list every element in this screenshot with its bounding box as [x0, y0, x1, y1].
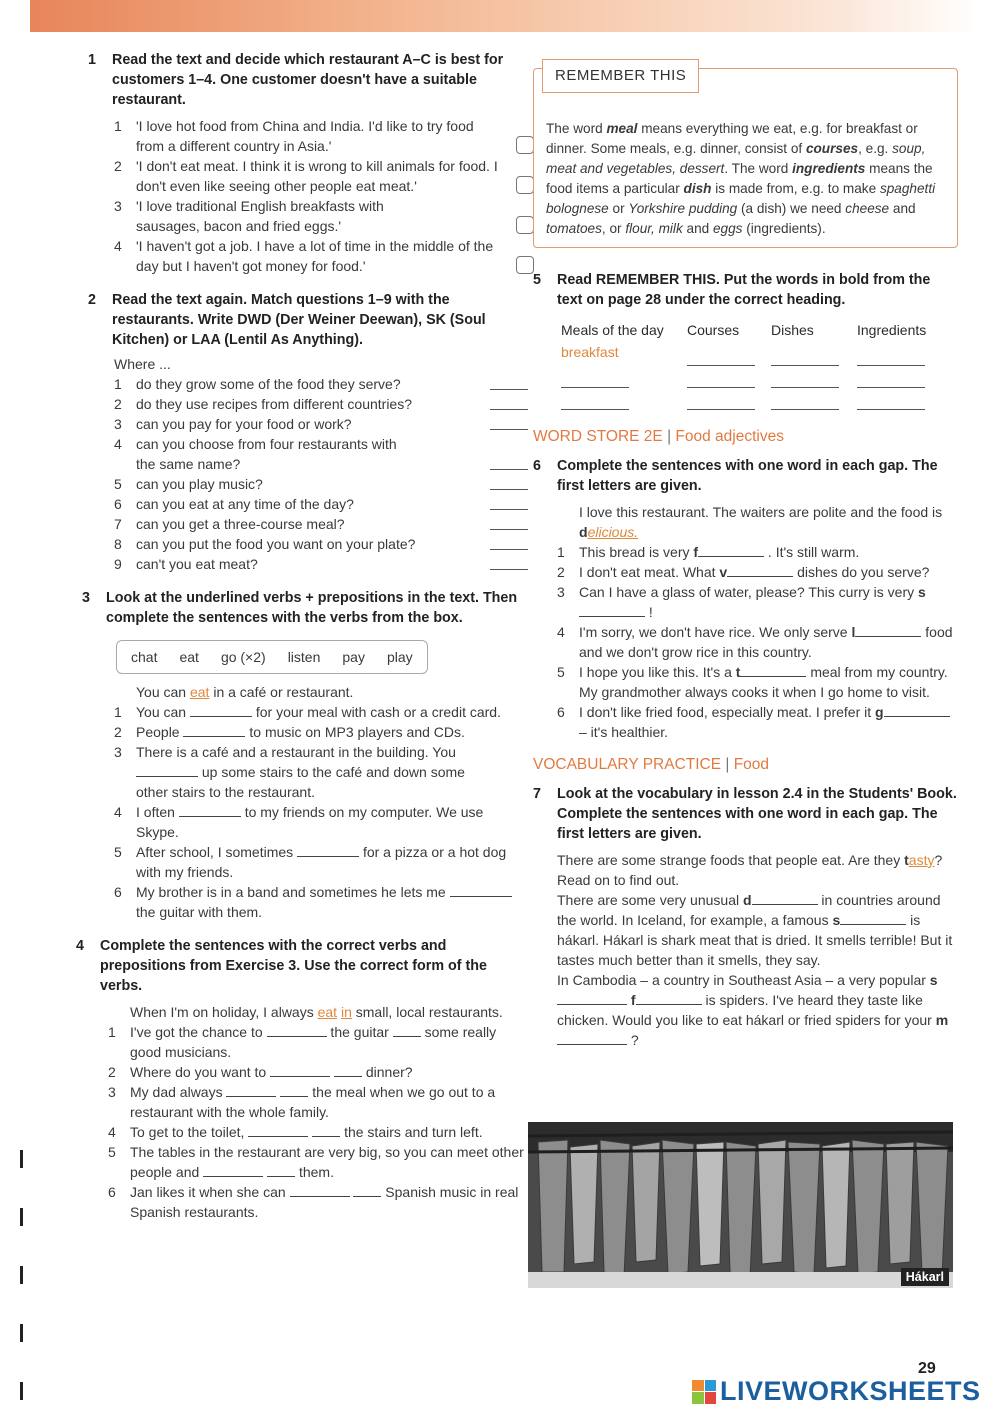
ex6-item: 6 I don't like fried food, especially meat. I prefer it g – it's healthier. — [557, 702, 958, 742]
answer-blank[interactable] — [857, 394, 925, 410]
answer-checkbox[interactable] — [516, 216, 534, 234]
ex3-item: 3 There is a café and a restaurant in the building. You up some stairs to the café and down some other stairs to the restaurant. — [114, 744, 465, 800]
table-header: Ingredients — [857, 322, 927, 338]
word-box-item: chat — [131, 649, 158, 665]
logo-mark-icon — [692, 1380, 716, 1404]
table-header: Dishes — [771, 322, 814, 338]
answer-blank[interactable] — [727, 563, 793, 577]
answer-blank[interactable] — [312, 1123, 340, 1137]
ex2-item: 7 can you get a three-course meal? — [114, 514, 528, 534]
table-header: Meals of the day — [561, 322, 664, 338]
answer-blank[interactable] — [855, 623, 921, 637]
ex2-item: 8 can you put the food you want on your plate? — [114, 534, 528, 554]
exercise-2 — [88, 290, 528, 574]
answer-blank[interactable] — [267, 1023, 327, 1037]
ex6-item: 5 I hope you like this. It's a t meal from my country. My grandmother always cooks it when I go home to visit. — [557, 664, 948, 700]
ex4-example: When I'm on holiday, I always eat in small, local restaurants. — [130, 1004, 503, 1020]
word-store-title: WORD STORE 2E | Food adjectives — [533, 428, 784, 445]
answer-checkbox[interactable] — [516, 256, 534, 274]
ex1-item: 3 'I love traditional English breakfasts with sausages, bacon and fried eggs.' — [114, 196, 528, 236]
exercise-5-instruction: 5 Read REMEMBER THIS. Put the words in bold from the text on page 28 under the correct heading. — [533, 272, 931, 308]
answer-blank[interactable] — [840, 911, 906, 925]
answer-blank[interactable] — [490, 389, 528, 390]
remember-this-title: REMEMBER THIS — [542, 59, 699, 93]
answer-blank[interactable] — [490, 569, 528, 570]
answer-blank[interactable] — [450, 883, 512, 897]
answer-blank[interactable] — [557, 1031, 627, 1045]
answer-blank[interactable] — [190, 703, 252, 717]
answer-blank[interactable] — [226, 1083, 276, 1097]
answer-blank[interactable] — [290, 1183, 350, 1197]
worksheet-page — [28, 32, 978, 1412]
answer-blank[interactable] — [752, 891, 818, 905]
margin-marks — [20, 1150, 23, 1414]
ex6-example: I love this restaurant. The waiters are polite and the food is delicious. — [579, 504, 943, 540]
exercise-1-instruction: 1 Read the text and decide which restaurant A–C is best for customers 1–4. One customer doesn't have a suitable restaurant. — [88, 52, 504, 108]
answer-blank[interactable] — [687, 394, 755, 410]
answer-blank[interactable] — [203, 1163, 263, 1177]
answer-blank[interactable] — [270, 1063, 330, 1077]
exercise-3 — [82, 588, 528, 922]
logo-text: LIVEWORKSHEETS — [720, 1376, 981, 1406]
answer-blank[interactable] — [698, 543, 764, 557]
exercise-3-instruction: 3 Look at the underlined verbs + prepositions in the text. Then complete the sentences with the verbs from the box. — [82, 590, 518, 626]
answer-blank[interactable] — [857, 372, 925, 388]
ex2-item: 6 can you eat at any time of the day? — [114, 494, 528, 514]
ex3-item: 2 People to music on MP3 players and CDs. — [114, 724, 465, 740]
answer-blank[interactable] — [490, 509, 528, 510]
answer-blank[interactable] — [687, 350, 755, 366]
liveworksheets-logo — [692, 1376, 981, 1407]
ex1-item: 1 'I love hot food from China and India. I'd like to try food from a different country in Asia.' — [114, 116, 528, 156]
answer-checkbox[interactable] — [516, 136, 534, 154]
exercise-7 — [533, 784, 958, 1050]
answer-blank[interactable] — [297, 843, 359, 857]
photo-caption: Hákarl — [901, 1268, 949, 1286]
ex2-item: 2 do they use recipes from different countries? — [114, 394, 528, 414]
answer-blank[interactable] — [183, 723, 245, 737]
answer-blank[interactable] — [579, 603, 645, 617]
left-column — [76, 50, 528, 1222]
answer-blank[interactable] — [490, 469, 528, 470]
answer-checkbox[interactable] — [516, 176, 534, 194]
answer-blank[interactable] — [740, 663, 806, 677]
ex4-item: 6 Jan likes it when she can Spanish music in real Spanish restaurants. — [108, 1184, 519, 1220]
ex2-lead: Where ... — [114, 356, 171, 372]
answer-blank[interactable] — [490, 429, 528, 430]
ex6-item: 3 Can I have a glass of water, please? This curry is very s ! — [557, 584, 926, 620]
answer-blank[interactable] — [490, 529, 528, 530]
ex3-item: 1 You can for your meal with cash or a credit card. — [114, 704, 501, 720]
answer-blank[interactable] — [561, 372, 629, 388]
hanging-shark-meat-image — [528, 1122, 953, 1288]
answer-blank[interactable] — [687, 372, 755, 388]
word-box-item: eat — [179, 649, 199, 665]
answer-blank[interactable] — [561, 394, 629, 410]
table-example: breakfast — [561, 344, 619, 360]
ex3-example: You can eat in a café or restaurant. — [136, 684, 354, 700]
answer-blank[interactable] — [353, 1183, 381, 1197]
ex4-item: 5 The tables in the restaurant are very big, so you can meet other people and them. — [108, 1144, 524, 1180]
exercise-4-instruction: 4 Complete the sentences with the correct verbs and prepositions from Exercise 3. Use the correct form of the verbs. — [76, 938, 487, 994]
exercise-1 — [88, 50, 528, 276]
ex2-item: 9 can't you eat meat? — [114, 554, 528, 574]
answer-blank[interactable] — [179, 803, 241, 817]
ex3-item: 6 My brother is in a band and sometimes he lets me the guitar with them. — [114, 882, 528, 922]
answer-blank[interactable] — [771, 372, 839, 388]
ex6-item: 4 I'm sorry, we don't have rice. We only serve l food and we don't grow rice in this country. — [557, 624, 953, 660]
word-box-item: pay — [342, 649, 365, 665]
answer-blank[interactable] — [280, 1083, 308, 1097]
exercise-6 — [533, 456, 958, 742]
ex6-item: 1 This bread is very f . It's still warm. — [557, 544, 860, 560]
word-box — [116, 640, 428, 674]
page-number: 29 — [918, 1360, 936, 1377]
answer-blank[interactable] — [393, 1023, 421, 1037]
answer-blank[interactable] — [490, 409, 528, 410]
ex2-item: 4 can you choose from four restaurants with the same name? — [114, 434, 528, 474]
right-column — [533, 50, 958, 1050]
exercise-6-instruction: 6 Complete the sentences with one word in each gap. The first letters are given. — [533, 458, 938, 494]
answer-blank[interactable] — [636, 991, 702, 1005]
answer-blank[interactable] — [857, 350, 925, 366]
hakarl-photo — [528, 1122, 953, 1288]
answer-blank[interactable] — [490, 489, 528, 490]
ex2-item: 1 do they grow some of the food they serve? — [114, 374, 528, 394]
remember-this-text: The word meal means everything we eat, e.g. for breakfast or dinner. Some meals, e.g. dinner, consist of courses, e.g. soup, meat and vegetables, dessert. The word ingredients means the food items a particular dish is made from, e.g. to make spaghetti bolognese or Yorkshire pudding (a dish) we need cheese and tomatoes, or flour, milk and eggs (ingredients). — [546, 121, 936, 236]
answer-blank[interactable] — [557, 991, 627, 1005]
top-color-band — [30, 0, 980, 32]
ex6-item: 2 I don't eat meat. What v dishes do you serve? — [557, 564, 930, 580]
answer-blank[interactable] — [490, 549, 528, 550]
answer-blank[interactable] — [771, 350, 839, 366]
answer-blank[interactable] — [267, 1163, 295, 1177]
ex4-item: 2 Where do you want to dinner? — [108, 1064, 413, 1080]
word-box-item: play — [386, 649, 413, 665]
answer-blank[interactable] — [136, 763, 198, 777]
ex2-item: 3 can you pay for your food or work? — [114, 414, 528, 434]
exercise-2-instruction: 2 Read the text again. Match questions 1–9 with the restaurants. Write DWD (Der Weiner Deewan), SK (Soul Kitchen) or LAA (Lentil As Anything). — [88, 292, 486, 348]
ex4-item: 4 To get to the toilet, the stairs and turn left. — [108, 1124, 483, 1140]
exercise-5 — [533, 270, 958, 410]
ex1-item: 4 'I haven't got a job. I have a lot of time in the middle of the day but I haven't got money for food.' — [114, 236, 528, 276]
word-box-item: listen — [287, 649, 321, 665]
ex2-item: 5 can you play music? — [114, 474, 528, 494]
answer-blank[interactable] — [884, 703, 950, 717]
answer-blank[interactable] — [334, 1063, 362, 1077]
answer-blank[interactable] — [771, 394, 839, 410]
vocabulary-practice-title: VOCABULARY PRACTICE | Food — [533, 756, 770, 773]
answer-blank[interactable] — [248, 1123, 308, 1137]
ex3-item: 4 I often to my friends on my computer. We use Skype. — [114, 804, 484, 840]
word-box-item: go (×2) — [220, 649, 266, 665]
exercise-7-instruction: 7 Look at the vocabulary in lesson 2.4 in the Students' Book. Complete the sentences with one word in each gap. The first letters are given. — [533, 786, 957, 842]
ex7-passage: There are some strange foods that people eat. Are they tasty? Read on to find out. There are some very unusual d in countries around the world. In Iceland, for example, a famous s is hákarl. Hákarl is shark meat that is dried. It smells terrible! But it tastes much better than it smells, they say. In Cambodia – a country in Southeast Asia – a very popular s f is spiders. I've heard they taste like chicken. Would you like to eat hákarl or fried spiders for your m ? — [557, 852, 953, 1048]
meals-table — [561, 322, 958, 410]
exercise-4 — [76, 936, 528, 1222]
ex4-item: 3 My dad always the meal when we go out to a restaurant with the whole family. — [108, 1084, 496, 1120]
ex3-item: 5 After school, I sometimes for a pizza or a hot dog with my friends. — [114, 844, 507, 880]
ex4-item: 1 I've got the chance to the guitar some really good musicians. — [108, 1024, 497, 1060]
remember-this-box — [533, 68, 958, 248]
table-header: Courses — [687, 322, 740, 338]
ex1-item: 2 'I don't eat meat. I think it is wrong to kill animals for food. I don't even like seeing other people eat meat.' — [114, 156, 528, 196]
